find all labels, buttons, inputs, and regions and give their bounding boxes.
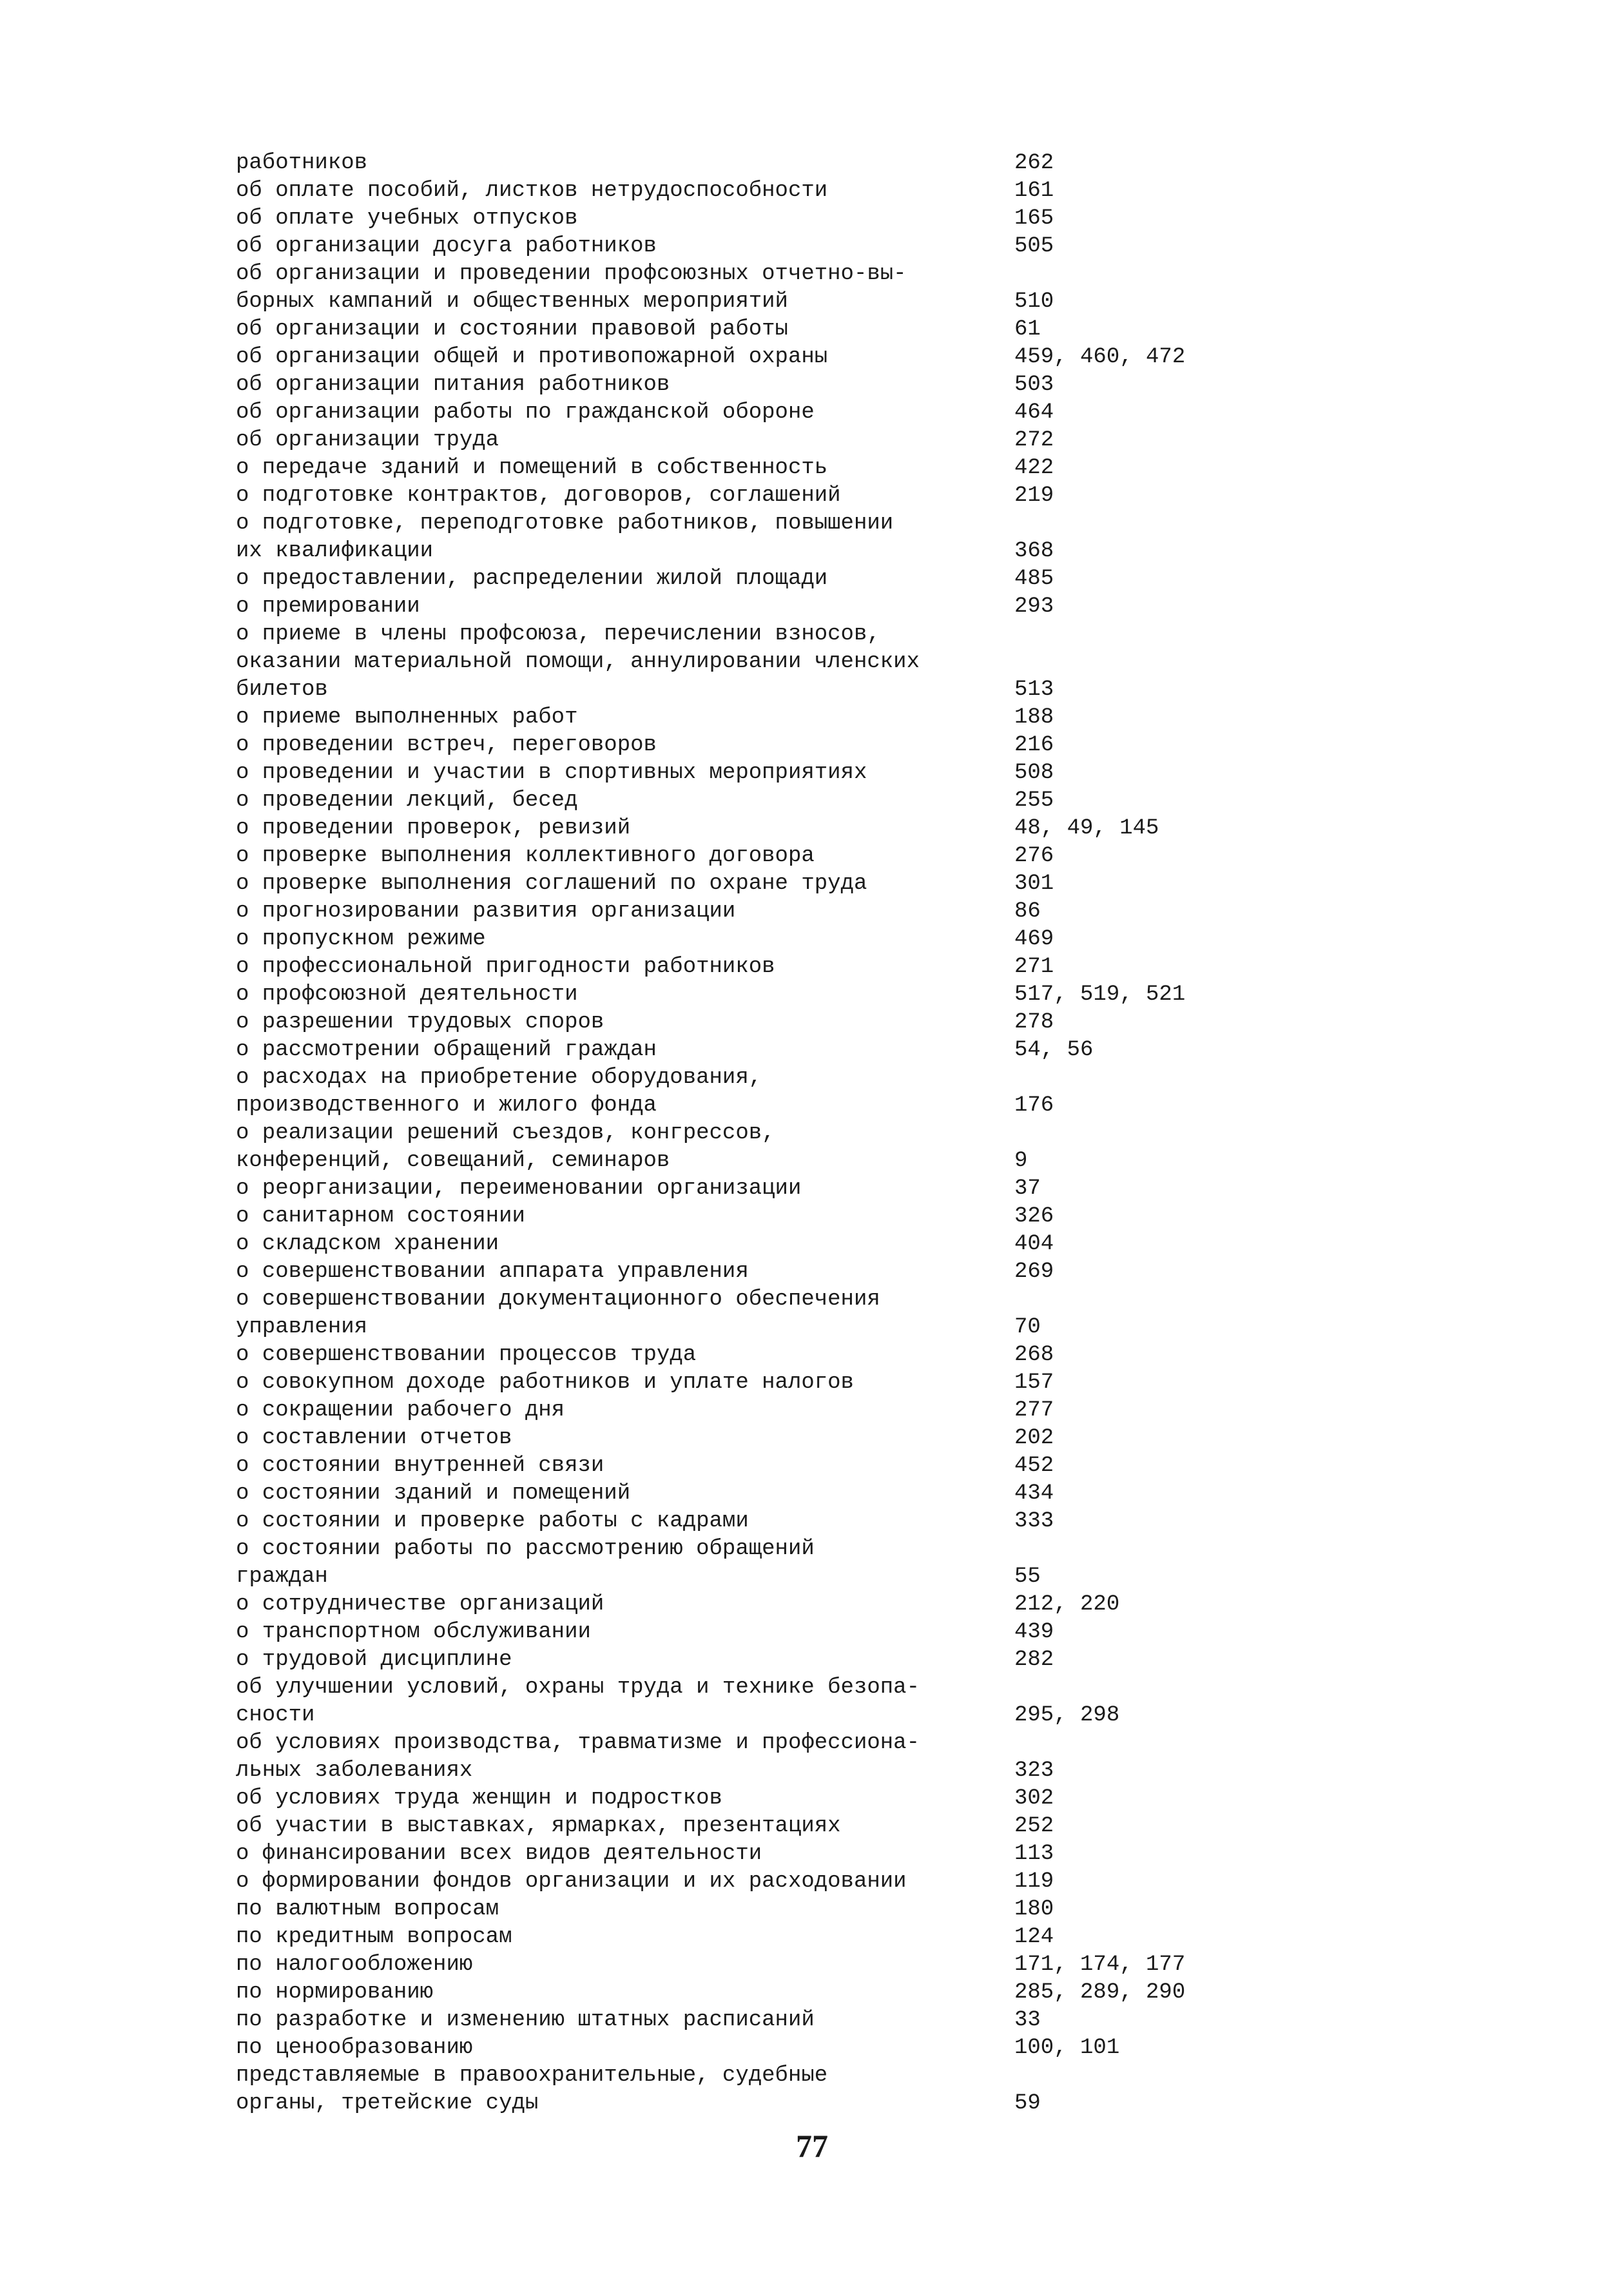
index-entry [236,1674,1396,1729]
index-page-refs: 302 [1014,1786,1054,1811]
index-entry [236,898,1396,926]
index-entry [236,1286,1396,1341]
index-term: об организации досуга работников [236,234,657,258]
index-page-refs: 176 [1014,1093,1054,1118]
index-page-refs: 262 [1014,151,1054,175]
index-term: об условиях труда женщин и подростков [236,1786,722,1811]
index-term: о профсоюзной деятельности [236,982,578,1007]
index-entry [236,1951,1396,1979]
index-entry [236,870,1396,898]
index-term: о состоянии внутренней связи [236,1454,604,1478]
index-term: о состоянии работы по рассмотрению обращений граждан [236,1537,815,1589]
index-page-refs: 212, 220 [1014,1592,1120,1617]
index-entry [236,815,1396,842]
index-term: о финансировании всех видов деятельности [236,1842,762,1866]
index-term: о транспортном обслуживании [236,1620,591,1644]
index-page-refs: 295, 298 [1014,1703,1120,1728]
index-page-refs: 513 [1014,677,1054,702]
index-term: по кредитным вопросам [236,1925,512,1949]
index-entry [236,1979,1396,2007]
index-term: о рассмотрении обращений граждан [236,1038,657,1062]
index-entry [236,2062,1396,2117]
index-term: об организации и проведении профсоюзных отчетно-вы- борных кампаний и общественных мероприятий [236,262,907,314]
index-entry [236,732,1396,759]
index-entry [236,1175,1396,1203]
index-page-refs: 157 [1014,1370,1054,1395]
index-term: о совокупном доходе работников и уплате налогов [236,1370,854,1395]
index-term: об оплате учебных отпусков [236,206,578,231]
index-term: о подготовке контрактов, договоров, соглашений [236,483,841,508]
index-page-refs: 508 [1014,761,1054,785]
index-entry [236,1813,1396,1840]
index-term: о передаче зданий и помещений в собственность [236,456,828,480]
index-entry [236,759,1396,787]
index-term: представляемые в правоохранительные, судебные органы, третейские суды [236,2063,828,2116]
index-page-refs: 301 [1014,871,1054,896]
index-page-refs: 124 [1014,1925,1054,1949]
index-term: об оплате пособий, листков нетрудоспособности [236,179,828,203]
index-page-refs: 61 [1014,317,1041,342]
index-page-refs: 503 [1014,373,1054,397]
index-page-refs: 272 [1014,428,1054,453]
index-page-refs: 517, 519, 521 [1014,982,1186,1007]
index-term: по валютным вопросам [236,1897,499,1922]
index-page-refs: 459, 460, 472 [1014,345,1186,369]
index-entry [236,1535,1396,1591]
index-term: о составлении отчетов [236,1426,512,1450]
index-term: о трудовой дисциплине [236,1648,512,1672]
index-term: о расходах на приобретение оборудования, производственного и жилого фонда [236,1066,762,1118]
index-entry [236,953,1396,981]
index-entry [236,1258,1396,1286]
index-page-refs: 452 [1014,1454,1054,1478]
index-entry [236,565,1396,593]
index-term: о предоставлении, распределении жилой площади [236,567,828,591]
index-entry [236,205,1396,233]
index-entry [236,1785,1396,1813]
index-term: о складском хранении [236,1232,499,1256]
index-entry [236,1425,1396,1452]
index-term: о совершенствовании процессов труда [236,1343,697,1367]
index-entry [236,1203,1396,1231]
index-term: о сокращении рабочего дня [236,1398,565,1423]
index-page-refs: 485 [1014,567,1054,591]
index-page-refs: 100, 101 [1014,2036,1120,2060]
index-entry [236,926,1396,953]
index-page-refs: 276 [1014,844,1054,868]
index-page-refs: 278 [1014,1010,1054,1035]
index-term: об улучшении условий, охраны труда и технике безопа- сности [236,1675,920,1728]
index-entry [236,1480,1396,1508]
index-entry [236,2007,1396,2034]
index-page-refs: 113 [1014,1842,1054,1866]
index-term: о проведении встреч, переговоров [236,733,657,757]
index-page-refs: 268 [1014,1343,1054,1367]
index-term: об организации труда [236,428,499,453]
index-page-refs: 161 [1014,179,1054,203]
index-page-refs: 439 [1014,1620,1054,1644]
index-entry [236,233,1396,260]
index-entry [236,344,1396,371]
index-page-refs: 293 [1014,594,1054,619]
index-page-refs: 323 [1014,1758,1054,1783]
index-term: по ценообразованию [236,2036,473,2060]
index-term: о проведении и участии в спортивных мероприятиях [236,761,867,785]
index-entry [236,1646,1396,1674]
index-entry [236,316,1396,344]
index-entry [236,621,1396,704]
page-number: 77 [796,2128,828,2164]
index-page-refs: 188 [1014,705,1054,730]
index-page-refs: 48, 49, 145 [1014,816,1159,841]
index-entry [236,1868,1396,1896]
index-page-refs: 333 [1014,1509,1054,1533]
index-entry [236,1009,1396,1037]
index-term: о проведении проверок, ревизий [236,816,631,841]
index-page-refs: 464 [1014,400,1054,425]
index-entry [236,1508,1396,1535]
index-term: по нормированию [236,1980,434,2005]
index-page-refs: 422 [1014,456,1054,480]
index-page-refs: 219 [1014,483,1054,508]
index-term: об организации работы по гражданской обороне [236,400,815,425]
index-page-refs: 54, 56 [1014,1038,1094,1062]
index-entry [236,842,1396,870]
index-term: о подготовке, переподготовке работников, повышении их квалификации [236,511,894,563]
index-entry [236,1923,1396,1951]
index-entry [236,981,1396,1009]
index-term: о профессиональной пригодности работников [236,955,775,979]
index-page-refs: 285, 289, 290 [1014,1980,1186,2005]
index-page-refs: 271 [1014,955,1054,979]
index-page-refs: 33 [1014,2008,1041,2032]
index-page-refs: 469 [1014,927,1054,951]
index-term: о проверке выполнения коллективного договора [236,844,815,868]
index-term: о проведении лекций, бесед [236,788,578,813]
index-page-refs: 368 [1014,539,1054,563]
index-entry [236,787,1396,815]
index-entry [236,1064,1396,1120]
index-term: об организации питания работников [236,373,670,397]
index-entry [236,1896,1396,1923]
index-page-refs: 171, 174, 177 [1014,1952,1186,1977]
index-entry [236,1452,1396,1480]
index-term: о состоянии и проверке работы с кадрами [236,1509,749,1533]
index-entry [236,150,1396,177]
index-page-refs: 282 [1014,1648,1054,1672]
index-page-refs: 9 [1014,1149,1028,1173]
index-page-refs: 505 [1014,234,1054,258]
index-page-refs: 255 [1014,788,1054,813]
index-page-refs: 216 [1014,733,1054,757]
index-term: о совершенствовании документационного обеспечения управления [236,1287,880,1339]
index-entry [236,177,1396,205]
index-term: о реорганизации, переименовании организации [236,1176,802,1201]
index-term: о санитарном состоянии [236,1204,525,1229]
index-page-refs: 404 [1014,1232,1054,1256]
index-entry [236,1729,1396,1785]
index-page-refs: 119 [1014,1869,1054,1894]
index-term: о формировании фондов организации и их расходовании [236,1869,907,1894]
index-term: о сотрудничестве организаций [236,1592,604,1617]
index-page-refs: 269 [1014,1260,1054,1284]
index-entry [236,1120,1396,1175]
index-entry [236,593,1396,621]
index-page-refs: 59 [1014,2091,1041,2116]
index-page-refs: 70 [1014,1315,1041,1339]
index-term: о прогнозировании развития организации [236,899,736,924]
index-list [236,150,1396,2117]
index-entry [236,454,1396,482]
index-entry [236,510,1396,565]
index-entry [236,1397,1396,1425]
index-entry [236,2034,1396,2062]
index-entry [236,1591,1396,1619]
index-page-refs: 165 [1014,206,1054,231]
index-entry [236,704,1396,732]
index-term: об организации и состоянии правовой работы [236,317,788,342]
index-page-refs: 55 [1014,1564,1041,1589]
index-page-refs: 180 [1014,1897,1054,1922]
index-entry [236,1840,1396,1868]
index-page-refs: 277 [1014,1398,1054,1423]
index-term: работников [236,151,368,175]
index-entry [236,399,1396,427]
index-entry [236,1619,1396,1646]
index-entry [236,1369,1396,1397]
index-entry [236,1341,1396,1369]
index-entry [236,1231,1396,1258]
index-term: о премировании [236,594,420,619]
index-page-refs: 326 [1014,1204,1054,1229]
index-term: о приеме в члены профсоюза, перечислении взносов, оказании материальной помощи, аннулировании членских билетов [236,622,920,702]
index-term: об условиях производства, травматизме и профессиона- льных заболеваниях [236,1731,920,1783]
index-page-refs: 37 [1014,1176,1041,1201]
index-term: по разработке и изменению штатных расписаний [236,2008,815,2032]
index-page-refs: 252 [1014,1814,1054,1838]
index-page-refs: 510 [1014,289,1054,314]
index-term: о проверке выполнения соглашений по охране труда [236,871,867,896]
index-page-refs: 202 [1014,1426,1054,1450]
index-term: по налогообложению [236,1952,473,1977]
index-entry [236,427,1396,454]
index-term: об организации общей и противопожарной охраны [236,345,828,369]
index-term: о пропускном режиме [236,927,486,951]
index-entry [236,260,1396,316]
index-term: о состоянии зданий и помещений [236,1481,631,1506]
index-entry [236,371,1396,399]
index-term: о реализации решений съездов, конгрессов, конференций, совещаний, семинаров [236,1121,775,1173]
index-term: об участии в выставках, ярмарках, презентациях [236,1814,841,1838]
index-term: о приеме выполненных работ [236,705,578,730]
index-term: о разрешении трудовых споров [236,1010,604,1035]
index-entry [236,482,1396,510]
index-page-refs: 434 [1014,1481,1054,1506]
index-page-refs: 86 [1014,899,1041,924]
index-term: о совершенствовании аппарата управления [236,1260,749,1284]
index-entry [236,1037,1396,1064]
